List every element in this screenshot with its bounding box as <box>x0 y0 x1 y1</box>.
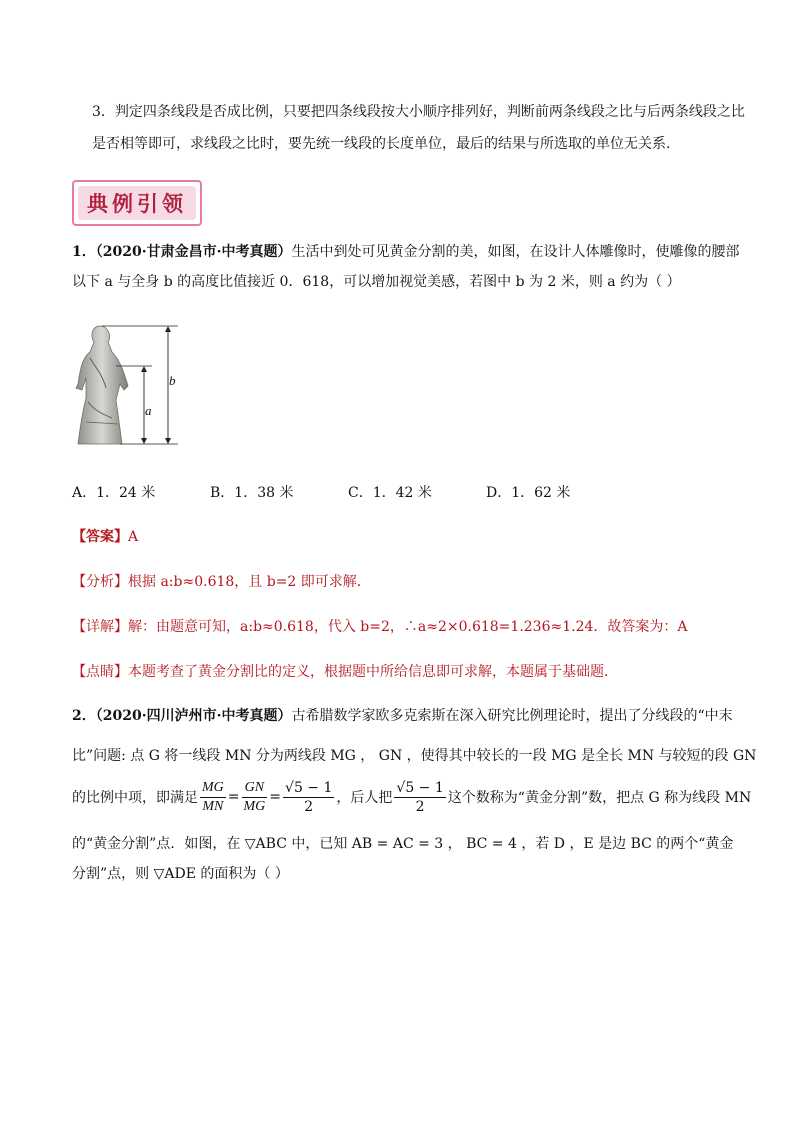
q1-line1 <box>72 242 739 262</box>
q1-line2: 以下 a 与全身 b 的高度比值接近 0．618，可以增加视觉美感，若图中 b 为 2 米，则 a 约为（ ） <box>72 274 681 290</box>
q2-line3 <box>72 775 751 819</box>
label-b: b <box>169 373 176 388</box>
fraction-denominator: 2 <box>415 798 425 815</box>
fraction-numerator: GN <box>242 779 268 798</box>
q1-number: 1． <box>72 244 96 260</box>
q2-source: （2020·四川泸州市·中考真题） <box>95 708 292 724</box>
q2-text-3b: ，后人把 <box>336 790 393 806</box>
comment-text: 本题考查了黄金分割比的定义，根据题中所给信息即可求解，本题属于基础题． <box>128 664 618 680</box>
fraction-denominator: 2 <box>304 798 314 815</box>
answer-value: A <box>128 529 139 545</box>
q1-source: （2020·甘肃金昌市·中考真题） <box>95 244 292 260</box>
q1-detail <box>72 617 688 637</box>
equals-sign: = <box>227 789 240 805</box>
q2-text-1: 古希腊数学家欧多克索斯在深入研究比例理论时，提出了分线段的“中末 <box>291 708 733 724</box>
analysis-text: 根据 a:b≈0.618，且 b=2 即可求解． <box>128 574 371 590</box>
q1-answer <box>72 527 138 547</box>
q2-line2: 比”问题: 点 G 将一线段 MN 分为两线段 MG ， GN ，使得其中较长的一段 MG 是全长 MN 与较短的段 GN <box>72 748 757 764</box>
q2-text-3c: 这个数称为“黄金分割”数，把点 G 称为线段 MN <box>447 790 752 806</box>
q2-line5: 分割”点，则 ▽ADE 的面积为（ ） <box>72 866 289 882</box>
fraction-gn-mg <box>242 779 268 816</box>
q1-comment <box>72 662 618 682</box>
detail-text: 解：由题意可知，a:b≈0.618，代入 b=2，∴a≈2×0.618=1.236≈1.24．故答案为：A <box>128 619 688 635</box>
q2-line4: 的“黄金分割”点．如图，在 ▽ABC 中，已知 AB = AC = 3 ， BC = 4 ，若 D ，E 是边 BC 的两个“黄金 <box>72 836 734 852</box>
q1-analysis <box>72 572 371 592</box>
q1-option-c: C．1．42 米 <box>348 485 432 501</box>
q2-line1 <box>72 706 733 726</box>
fraction-mg-mn <box>200 779 226 816</box>
q2-text-3a: 的比例中项，即满足 <box>72 790 198 806</box>
fraction-denominator: MG <box>243 798 266 814</box>
comment-tag: 【点睛】 <box>72 664 128 680</box>
equals-sign: = <box>269 789 282 805</box>
section-banner <box>72 180 202 226</box>
item3-line2: 是否相等即可，求线段之比时，要先统一线段的长度单位，最后的结果与所选取的单位无关系． <box>92 136 680 152</box>
fraction-golden-ratio-2 <box>394 779 445 816</box>
fraction-numerator: √5 − 1 <box>396 779 444 796</box>
fraction-golden-ratio <box>283 779 334 816</box>
statue-figure <box>72 318 192 448</box>
item3-line1: 3．判定四条线段是否成比例，只要把四条线段按大小顺序排列好，判断前两条线段之比与后两条线段之比 <box>92 104 745 120</box>
fraction-denominator: MN <box>202 798 224 814</box>
section-banner-title: 典例引领 <box>87 191 187 216</box>
q1-option-a: A．1．24 米 <box>72 485 156 501</box>
fraction-numerator: √5 − 1 <box>285 779 333 796</box>
analysis-tag: 【分析】 <box>72 574 128 590</box>
answer-tag: 【答案】 <box>72 529 128 545</box>
q1-text-1: 生活中到处可见黄金分割的美，如图，在设计人体雕像时，使雕像的腰部 <box>291 244 740 260</box>
fraction-numerator: MG <box>200 779 226 798</box>
detail-tag: 【详解】 <box>72 619 128 635</box>
q2-number: 2． <box>72 708 96 724</box>
q1-option-b: B．1．38 米 <box>210 485 294 501</box>
label-a: a <box>145 403 152 418</box>
q1-option-d: D．1．62 米 <box>486 485 571 501</box>
